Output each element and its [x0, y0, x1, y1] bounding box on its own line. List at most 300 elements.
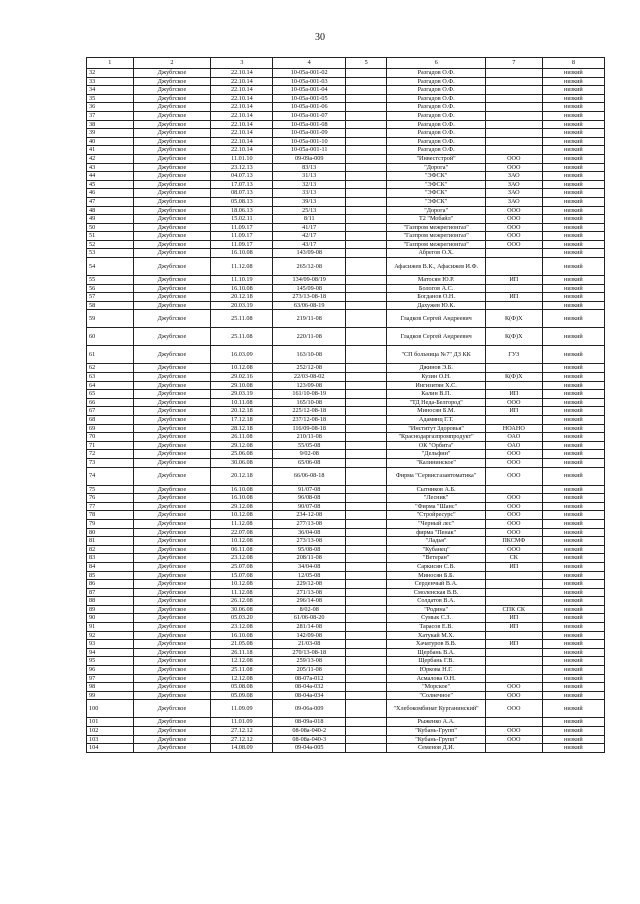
empty-cell: [345, 441, 386, 450]
owner-name: "Институт Здоровья": [387, 424, 485, 433]
document-number: 10-05a-001-07: [273, 111, 346, 120]
risk-level: низкий: [542, 623, 604, 632]
document-number: 10-05a-001-02: [273, 69, 346, 78]
empty-cell: [345, 390, 386, 399]
risk-level: низкий: [542, 416, 604, 425]
table-row: [87, 180, 605, 189]
legal-form: [485, 146, 542, 155]
table-row: [87, 657, 605, 666]
row-number: 45: [87, 180, 134, 189]
empty-cell: [345, 146, 386, 155]
date: 11.09.17: [211, 240, 273, 249]
legal-form: [485, 69, 542, 78]
settlement: Джубгское: [133, 640, 211, 649]
table-row: [87, 623, 605, 632]
legal-form: ООО: [485, 528, 542, 537]
risk-level: низкий: [542, 450, 604, 459]
owner-name: Разгадов О.Ф.: [387, 94, 485, 103]
column-header: 7: [485, 58, 542, 69]
owner-name: "Хлебокомбинат Курганинский": [387, 700, 485, 718]
risk-level: низкий: [542, 223, 604, 232]
document-number: 225/12-08-18: [273, 407, 346, 416]
empty-cell: [345, 398, 386, 407]
settlement: Джубгское: [133, 519, 211, 528]
legal-form: ЗАО: [485, 189, 542, 198]
risk-level: низкий: [542, 197, 604, 206]
legal-form: [485, 718, 542, 727]
empty-cell: [345, 249, 386, 258]
row-number: 67: [87, 407, 134, 416]
settlement: Джубгское: [133, 537, 211, 546]
date: 22.10.14: [211, 86, 273, 95]
settlement: Джубгское: [133, 77, 211, 86]
owner-name: Джинов Э.Б.: [387, 364, 485, 373]
empty-cell: [345, 623, 386, 632]
empty-cell: [345, 511, 386, 520]
table-row: [87, 223, 605, 232]
owner-name: "Родина": [387, 605, 485, 614]
table-row: [87, 240, 605, 249]
document-number: 134/09-08/19: [273, 276, 346, 285]
settlement: Джубгское: [133, 735, 211, 744]
settlement: Джубгское: [133, 683, 211, 692]
document-number: 22/03-08-02: [273, 373, 346, 382]
legal-form: [485, 381, 542, 390]
risk-level: низкий: [542, 571, 604, 580]
table-row: [87, 554, 605, 563]
date: 28.12.18: [211, 424, 273, 433]
table-row: [87, 276, 605, 285]
risk-level: низкий: [542, 180, 604, 189]
legal-form: [485, 137, 542, 146]
legal-form: [485, 120, 542, 129]
empty-cell: [345, 137, 386, 146]
date: 29.10.08: [211, 381, 273, 390]
settlement: Джубгское: [133, 364, 211, 373]
settlement: Джубгское: [133, 700, 211, 718]
risk-level: низкий: [542, 206, 604, 215]
date: 14.08.09: [211, 744, 273, 753]
table-row: [87, 494, 605, 503]
risk-level: низкий: [542, 373, 604, 382]
settlement: Джубгское: [133, 614, 211, 623]
table-row: [87, 683, 605, 692]
owner-name: Солдатов В.А.: [387, 597, 485, 606]
legal-form: ООО: [485, 206, 542, 215]
risk-level: низкий: [542, 390, 604, 399]
empty-cell: [345, 407, 386, 416]
empty-cell: [345, 189, 386, 198]
owner-name: "ЭФСК": [387, 172, 485, 181]
empty-cell: [345, 666, 386, 675]
empty-cell: [345, 545, 386, 554]
table-row: [87, 146, 605, 155]
document-number: 66/06-08-18: [273, 467, 346, 485]
row-number: 36: [87, 103, 134, 112]
empty-cell: [345, 129, 386, 138]
risk-level: низкий: [542, 580, 604, 589]
risk-level: низкий: [542, 381, 604, 390]
table-body: [87, 69, 605, 753]
risk-level: низкий: [542, 744, 604, 753]
date: 29.12.08: [211, 441, 273, 450]
legal-form: [485, 571, 542, 580]
legal-form: [485, 77, 542, 86]
date: 16.10.08: [211, 485, 273, 494]
empty-cell: [345, 258, 386, 276]
document-number: 259/13-08: [273, 657, 346, 666]
row-number: 98: [87, 683, 134, 692]
owner-name: "ЭФСК": [387, 189, 485, 198]
document-number: 10-05a-001-11: [273, 146, 346, 155]
table-row: [87, 86, 605, 95]
risk-level: низкий: [542, 69, 604, 78]
table-row: [87, 390, 605, 399]
document-number: 116/09-08-18: [273, 424, 346, 433]
legal-form: ИП: [485, 614, 542, 623]
risk-level: низкий: [542, 674, 604, 683]
owner-name: "Лесник": [387, 494, 485, 503]
risk-level: низкий: [542, 301, 604, 310]
settlement: Джубгское: [133, 494, 211, 503]
date: 22.10.14: [211, 120, 273, 129]
row-number: 75: [87, 485, 134, 494]
settlement: Джубгское: [133, 328, 211, 346]
owner-name: Щербань Г.В.: [387, 657, 485, 666]
risk-level: низкий: [542, 310, 604, 328]
owner-name: Рыженко А.А.: [387, 718, 485, 727]
owner-name: Матосян Ю.Р.: [387, 276, 485, 285]
table-row: [87, 258, 605, 276]
document-number: 21/03-08: [273, 640, 346, 649]
table-row: [87, 450, 605, 459]
settlement: Джубгское: [133, 129, 211, 138]
row-number: 86: [87, 580, 134, 589]
owner-name: Разгадов О.Ф.: [387, 129, 485, 138]
empty-cell: [345, 373, 386, 382]
owner-name: Разгадов О.Ф.: [387, 103, 485, 112]
legal-form: НОАНО: [485, 424, 542, 433]
risk-level: низкий: [542, 293, 604, 302]
table-row: [87, 206, 605, 215]
empty-cell: [345, 691, 386, 700]
document-number: 281/14-08: [273, 623, 346, 632]
table-row: [87, 458, 605, 467]
row-number: 76: [87, 494, 134, 503]
owner-name: "Кубань-Групп": [387, 727, 485, 736]
legal-form: ООО: [485, 163, 542, 172]
settlement: Джубгское: [133, 441, 211, 450]
legal-form: ЗАО: [485, 180, 542, 189]
risk-level: низкий: [542, 94, 604, 103]
date: 30.06.08: [211, 458, 273, 467]
document-number: 219/11-08: [273, 310, 346, 328]
owner-name: "Инвестстрой": [387, 154, 485, 163]
document-number: 61/06-08-20: [273, 614, 346, 623]
legal-form: [485, 111, 542, 120]
risk-level: низкий: [542, 528, 604, 537]
owner-name: "Фирма "Шанс": [387, 502, 485, 511]
row-number: 94: [87, 648, 134, 657]
owner-name: Фирма "Сервисгазавтоматика": [387, 467, 485, 485]
settlement: Джубгское: [133, 293, 211, 302]
document-number: 36/04-08: [273, 528, 346, 537]
document-number: 12/05-08: [273, 571, 346, 580]
risk-level: низкий: [542, 433, 604, 442]
date: 25.11.08: [211, 310, 273, 328]
date: 22.10.14: [211, 129, 273, 138]
owner-name: "Дельфин": [387, 450, 485, 459]
empty-cell: [345, 631, 386, 640]
document-number: 90/07-08: [273, 502, 346, 511]
date: 22.10.14: [211, 94, 273, 103]
owner-name: "Ладья": [387, 537, 485, 546]
risk-level: низкий: [542, 407, 604, 416]
empty-cell: [345, 683, 386, 692]
date: 22.10.14: [211, 137, 273, 146]
date: 17.12.18: [211, 416, 273, 425]
legal-form: [485, 674, 542, 683]
row-number: 89: [87, 605, 134, 614]
empty-cell: [345, 197, 386, 206]
table-row: [87, 511, 605, 520]
legal-form: ИП: [485, 640, 542, 649]
document-number: 9/02-08: [273, 450, 346, 459]
document-number: 08-04a-032: [273, 683, 346, 692]
table-row: [87, 381, 605, 390]
row-number: 70: [87, 433, 134, 442]
empty-cell: [345, 571, 386, 580]
table-row: [87, 502, 605, 511]
owner-name: Разгадов О.Ф.: [387, 137, 485, 146]
document-number: 31/13: [273, 172, 346, 181]
owner-name: Дахужев Ю.К.: [387, 301, 485, 310]
risk-level: низкий: [542, 86, 604, 95]
risk-level: низкий: [542, 640, 604, 649]
table-row: [87, 519, 605, 528]
date: 11.09.17: [211, 223, 273, 232]
settlement: Джубгское: [133, 206, 211, 215]
settlement: Джубгское: [133, 390, 211, 399]
date: 05.08.08: [211, 683, 273, 692]
settlement: Джубгское: [133, 373, 211, 382]
row-number: 69: [87, 424, 134, 433]
table-row: [87, 364, 605, 373]
column-header: 8: [542, 58, 604, 69]
settlement: Джубгское: [133, 727, 211, 736]
legal-form: ООО: [485, 700, 542, 718]
owner-name: Саркисян С.В.: [387, 562, 485, 571]
empty-cell: [345, 424, 386, 433]
date: 22.10.14: [211, 103, 273, 112]
legal-form: ООО: [485, 735, 542, 744]
document-number: 96/08-08: [273, 494, 346, 503]
document-number: 142/09-08: [273, 631, 346, 640]
date: 10.12.08: [211, 511, 273, 520]
date: 05.03.20: [211, 614, 273, 623]
legal-form: ООО: [485, 223, 542, 232]
settlement: Джубгское: [133, 588, 211, 597]
table-row: [87, 718, 605, 727]
settlement: Джубгское: [133, 232, 211, 241]
empty-cell: [345, 293, 386, 302]
row-number: 56: [87, 284, 134, 293]
empty-cell: [345, 103, 386, 112]
settlement: Джубгское: [133, 163, 211, 172]
table-row: [87, 163, 605, 172]
settlement: Джубгское: [133, 276, 211, 285]
legal-form: ИП: [485, 276, 542, 285]
empty-cell: [345, 502, 386, 511]
row-number: 80: [87, 528, 134, 537]
owner-name: Миносян Б.Б.: [387, 571, 485, 580]
row-number: 72: [87, 450, 134, 459]
empty-cell: [345, 640, 386, 649]
risk-level: низкий: [542, 240, 604, 249]
legal-form: [485, 94, 542, 103]
date: 22.07.08: [211, 528, 273, 537]
row-number: 47: [87, 197, 134, 206]
date: 20.12.18: [211, 293, 273, 302]
settlement: Джубгское: [133, 580, 211, 589]
document-number: 163/10-08: [273, 346, 346, 364]
row-number: 51: [87, 232, 134, 241]
date: 12.12.08: [211, 674, 273, 683]
table-row: [87, 424, 605, 433]
settlement: Джубгское: [133, 197, 211, 206]
legal-form: [485, 597, 542, 606]
empty-cell: [345, 328, 386, 346]
table-row: [87, 744, 605, 753]
table-row: [87, 485, 605, 494]
settlement: Джубгское: [133, 94, 211, 103]
owner-name: Абрегов О.Х.: [387, 249, 485, 258]
owner-name: Гладков Сергей Андреевич: [387, 310, 485, 328]
row-number: 73: [87, 458, 134, 467]
document-number: 208/11-08: [273, 554, 346, 563]
legal-form: ООО: [485, 519, 542, 528]
date: 10.12.08: [211, 580, 273, 589]
row-number: 104: [87, 744, 134, 753]
legal-form: ООО: [485, 154, 542, 163]
empty-cell: [345, 163, 386, 172]
empty-cell: [345, 310, 386, 328]
document-number: 210/11-08: [273, 433, 346, 442]
settlement: Джубгское: [133, 511, 211, 520]
owner-name: "Газпром межрегионгаз": [387, 232, 485, 241]
settlement: Джубгское: [133, 691, 211, 700]
date: 11.01.10: [211, 154, 273, 163]
settlement: Джубгское: [133, 458, 211, 467]
legal-form: ООО: [485, 502, 542, 511]
empty-cell: [345, 416, 386, 425]
legal-form: ООО: [485, 545, 542, 554]
column-header: 5: [345, 58, 386, 69]
date: 23.12.13: [211, 163, 273, 172]
owner-name: Бологов А.С.: [387, 284, 485, 293]
table-row: [87, 562, 605, 571]
row-number: 59: [87, 310, 134, 328]
empty-cell: [345, 364, 386, 373]
document-number: 10-05a-001-06: [273, 103, 346, 112]
risk-level: низкий: [542, 215, 604, 224]
empty-cell: [345, 528, 386, 537]
legal-form: [485, 86, 542, 95]
table-row: [87, 137, 605, 146]
row-number: 32: [87, 69, 134, 78]
document-number: 08-08a-040-2: [273, 727, 346, 736]
table-row: [87, 232, 605, 241]
risk-level: низкий: [542, 700, 604, 718]
empty-cell: [345, 648, 386, 657]
date: 11.12.08: [211, 258, 273, 276]
table-row: [87, 94, 605, 103]
row-number: 55: [87, 276, 134, 285]
settlement: Джубгское: [133, 137, 211, 146]
table-row: [87, 727, 605, 736]
empty-cell: [345, 154, 386, 163]
legal-form: ПКСМФ: [485, 537, 542, 546]
document-number: 10-05a-001-09: [273, 129, 346, 138]
table-row: [87, 103, 605, 112]
settlement: Джубгское: [133, 657, 211, 666]
empty-cell: [345, 605, 386, 614]
legal-form: ООО: [485, 467, 542, 485]
risk-level: низкий: [542, 172, 604, 181]
owner-name: Хачатуров В.В.: [387, 640, 485, 649]
risk-level: низкий: [542, 718, 604, 727]
date: 16.10.08: [211, 631, 273, 640]
risk-level: низкий: [542, 103, 604, 112]
settlement: Джубгское: [133, 310, 211, 328]
legal-form: [485, 284, 542, 293]
owner-name: фирма "Пенак": [387, 528, 485, 537]
table-row: [87, 580, 605, 589]
date: 05.09.08: [211, 691, 273, 700]
risk-level: низкий: [542, 346, 604, 364]
date: 17.07.13: [211, 180, 273, 189]
row-number: 39: [87, 129, 134, 138]
date: 20.03.19: [211, 301, 273, 310]
table-row: [87, 284, 605, 293]
owner-name: Гладков Сергей Андреевич: [387, 328, 485, 346]
legal-form: СПК СК: [485, 605, 542, 614]
empty-cell: [345, 597, 386, 606]
legal-form: [485, 258, 542, 276]
legal-form: К(Ф)Х: [485, 373, 542, 382]
document-number: 265/12-08: [273, 258, 346, 276]
empty-cell: [345, 485, 386, 494]
settlement: Джубгское: [133, 120, 211, 129]
date: 11.09.09: [211, 700, 273, 718]
settlement: Джубгское: [133, 180, 211, 189]
owner-name: "Стройресурс": [387, 511, 485, 520]
row-number: 88: [87, 597, 134, 606]
row-number: 33: [87, 77, 134, 86]
document-number: 08-04a-034: [273, 691, 346, 700]
owner-name: Тарасов Е.В.: [387, 623, 485, 632]
empty-cell: [345, 223, 386, 232]
owner-name: "Ветеран": [387, 554, 485, 563]
row-number: 63: [87, 373, 134, 382]
document-number: 65/06-08: [273, 458, 346, 467]
date: 11.09.17: [211, 232, 273, 241]
date: 08.07.13: [211, 189, 273, 198]
date: 25.11.08: [211, 328, 273, 346]
date: 16.10.08: [211, 284, 273, 293]
table-row: [87, 398, 605, 407]
row-number: 65: [87, 390, 134, 399]
